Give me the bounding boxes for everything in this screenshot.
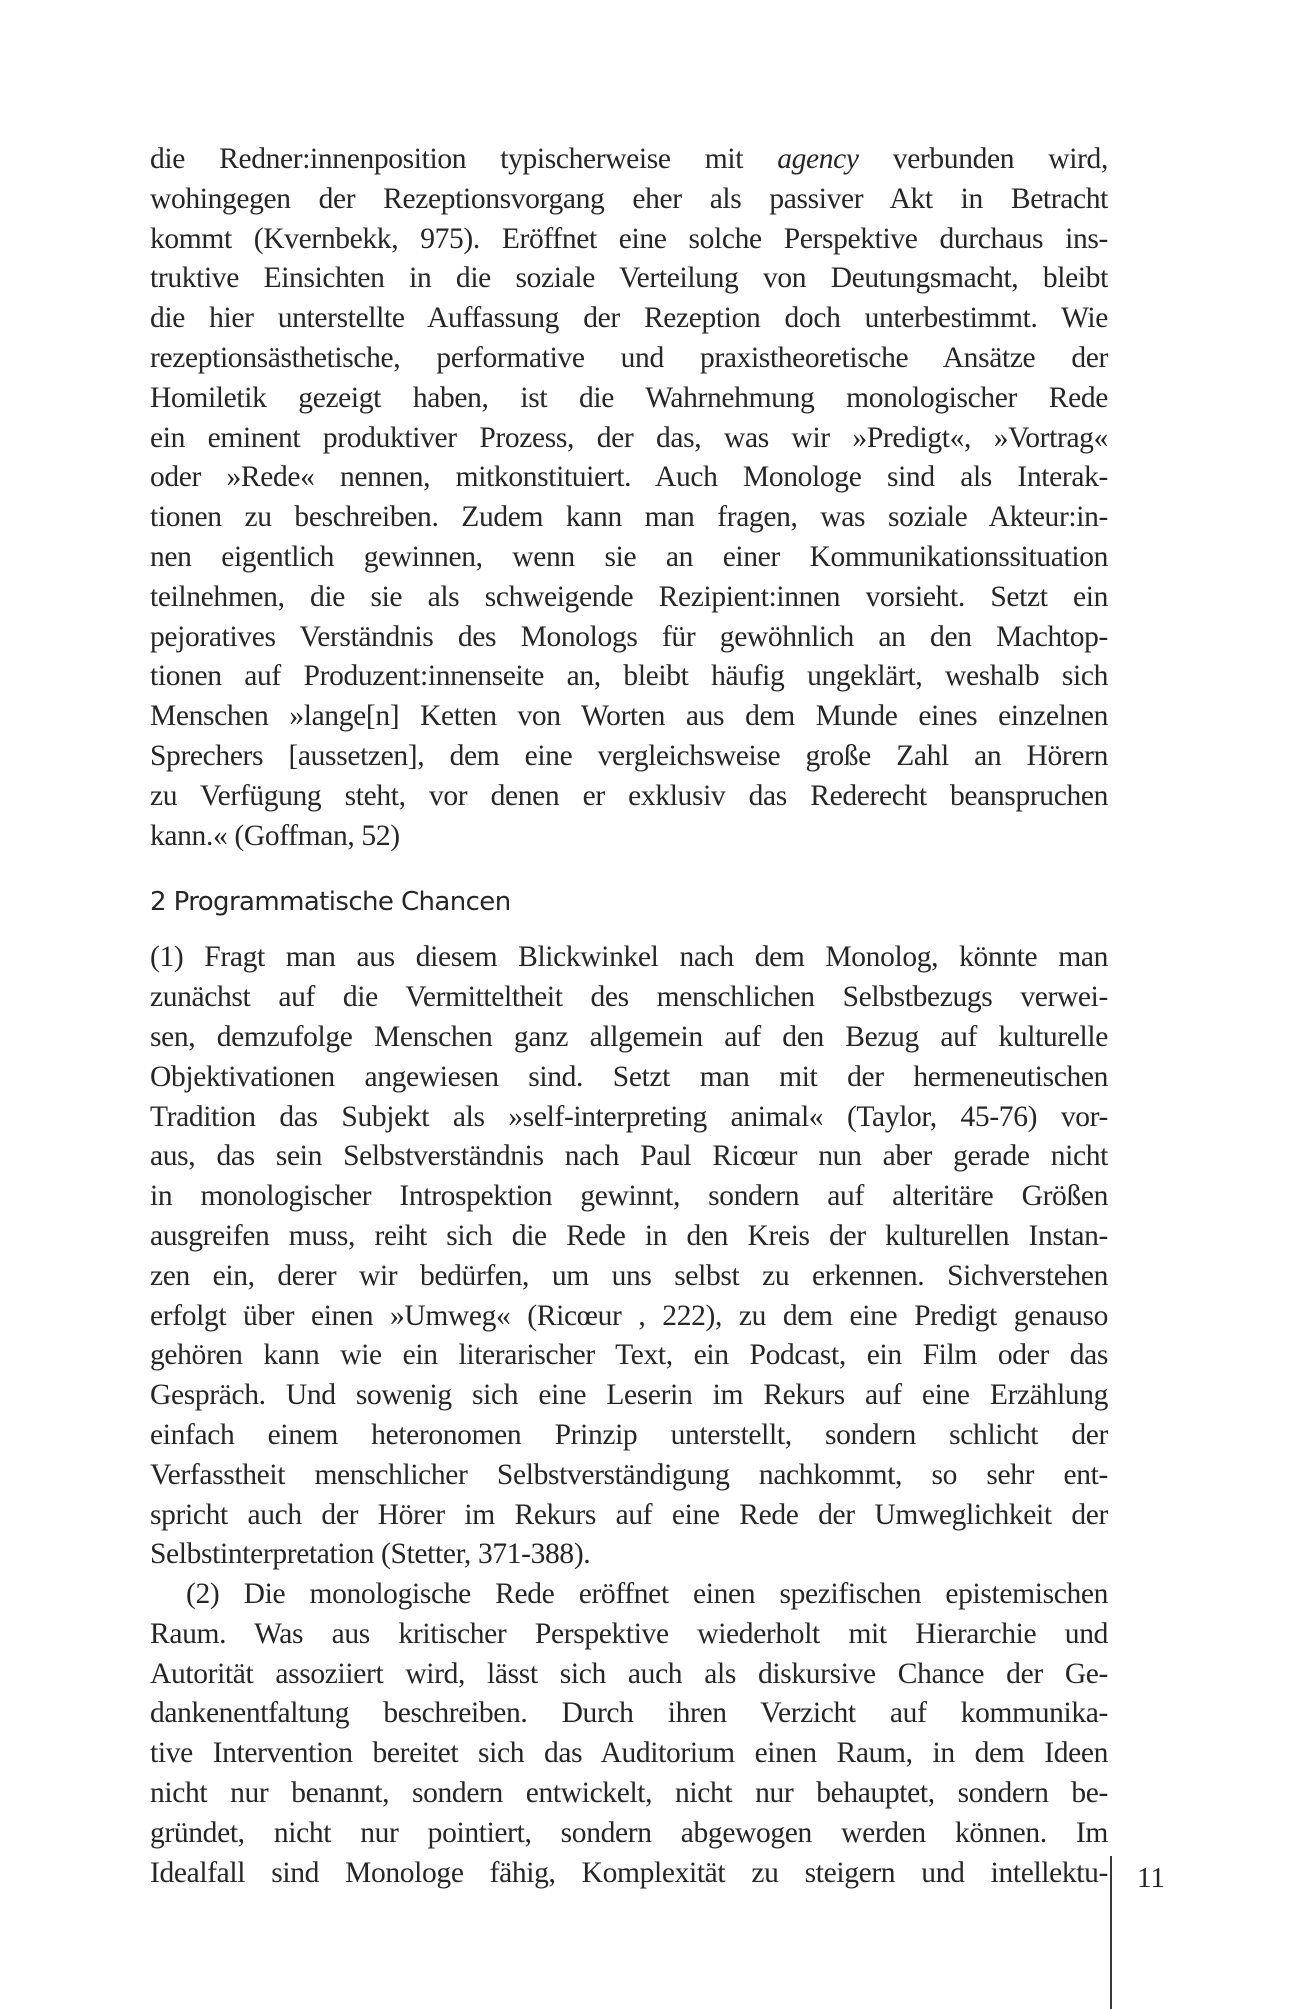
text-line: sen, demzufolge Menschen ganz allgemein auf den Bezug auf kulturelle xyxy=(150,1020,1108,1053)
text-line: tive Intervention bereitet sich das Auditorium einen Raum, in dem Ideen xyxy=(150,1737,1108,1770)
text-line: (2) Die monologische Rede eröffnet einen spezifischen epistemischen xyxy=(186,1578,1108,1611)
text-line: Objektivationen angewiesen sind. Setzt man mit der hermeneutischen xyxy=(150,1060,1108,1093)
text-line: oder »Rede« nennen, mitkonstituiert. Auch Monologe sind als Interak- xyxy=(150,461,1108,494)
text-line: tionen auf Produzent:innenseite an, bleibt häufig ungeklärt, weshalb sich xyxy=(150,660,1108,693)
text-line: zunächst auf die Vermitteltheit des menschlichen Selbstbezugs verwei- xyxy=(150,981,1108,1014)
text-line: Menschen »lange[n] Ketten von Worten aus dem Munde eines einzelnen xyxy=(150,700,1108,733)
text-line: die Redner:innenposition typischerweise mit agency verbunden wird, xyxy=(150,143,1108,175)
text-line: einfach einem heteronomen Prinzip unterstellt, sondern schlicht der xyxy=(150,1418,1108,1451)
text-line: in monologischer Introspektion gewinnt, sondern auf alteritäre Größen xyxy=(150,1180,1108,1213)
text-line: Sprechers [aussetzen], dem eine vergleichsweise große Zahl an Hörern xyxy=(150,739,1108,772)
text-line: Selbstinterpretation (Stetter, 371-388). xyxy=(150,1538,591,1571)
text-line: nen eigentlich gewinnen, wenn sie an einer Kommunikationssituation xyxy=(150,540,1108,573)
text-line: truktive Einsichten in die soziale Verteilung von Deutungsmacht, bleibt xyxy=(150,262,1108,295)
text-line: ausgreifen muss, reiht sich die Rede in den Kreis der kulturellen Instan- xyxy=(150,1219,1108,1252)
text-line: wohingegen der Rezeptionsvorgang eher als passiver Akt in Betracht xyxy=(150,182,1108,215)
italic-term: agency xyxy=(777,143,859,175)
text-line: zen ein, derer wir bedürfen, um uns selbst zu erkennen. Sichverstehen xyxy=(150,1259,1108,1292)
text-line: ein eminent produktiver Prozess, der das, was wir »Predigt«, »Vortrag« xyxy=(150,421,1108,454)
text-line: rezeptionsästhetische, performative und praxistheoretische Ansätze der xyxy=(150,341,1108,374)
text-line: tionen zu beschreiben. Zudem kann man fragen, was soziale Akteur:in- xyxy=(150,501,1108,534)
text-line: Raum. Was aus kritischer Perspektive wiederholt mit Hierarchie und xyxy=(150,1617,1108,1650)
text-line: dankenentfaltung beschreiben. Durch ihren Verzicht auf kommunika- xyxy=(150,1697,1108,1730)
text-line: Homiletik gezeigt haben, ist die Wahrnehmung monologischer Rede xyxy=(150,381,1108,414)
text-line: Verfasstheit menschlicher Selbstverständigung nachkommt, so sehr ent- xyxy=(150,1458,1108,1491)
page-number-rule xyxy=(1110,1856,1112,2009)
text-line: Idealfall sind Monologe fähig, Komplexität zu steigern und intellektu- xyxy=(150,1856,1108,1889)
text-line: die hier unterstellte Auffassung der Rezeption doch unterbestimmt. Wie xyxy=(150,302,1108,335)
text-line: spricht auch der Hörer im Rekurs auf eine Rede der Umweglichkeit der xyxy=(150,1498,1108,1531)
paragraph-2 xyxy=(150,938,1108,1575)
text-line: Tradition das Subjekt als »self-interpreting animal« (Taylor, 45-76) vor- xyxy=(150,1100,1108,1133)
text-line: zu Verfügung steht, vor denen er exklusiv das Rederecht beanspruchen xyxy=(150,779,1108,812)
text-line: teilnehmen, die sie als schweigende Rezipient:innen vorsieht. Setzt ein xyxy=(150,580,1108,613)
paragraph-1 xyxy=(150,140,1108,856)
text-line: gehören kann wie ein literarischer Text, ein Podcast, ein Film oder das xyxy=(150,1339,1108,1372)
page-number: 11 xyxy=(1137,1862,1165,1894)
page-body xyxy=(150,140,1108,1893)
text-line: (1) Fragt man aus diesem Blickwinkel nach dem Monolog, könnte man xyxy=(150,941,1108,974)
text-line: Autorität assoziiert wird, lässt sich auch als diskursive Chance der Ge- xyxy=(150,1657,1108,1690)
paragraph-3 xyxy=(150,1575,1108,1893)
text-line: kommt (Kvernbekk, 975). Eröffnet eine solche Perspektive durchaus ins- xyxy=(150,222,1108,255)
text-line: pejoratives Verständnis des Monologs für gewöhnlich an den Machtop- xyxy=(150,620,1108,653)
text-line: Gespräch. Und sowenig sich eine Leserin im Rekurs auf eine Erzählung xyxy=(150,1379,1108,1412)
section-heading: 2 Programmatische Chancen xyxy=(150,887,511,918)
text-line: kann.« (Goffman, 52) xyxy=(150,819,400,852)
text-line: aus, das sein Selbstverständnis nach Paul Ricœur nun aber gerade nicht xyxy=(150,1140,1108,1173)
text-line: nicht nur benannt, sondern entwickelt, nicht nur behauptet, sondern be- xyxy=(150,1777,1108,1810)
text-line: gründet, nicht nur pointiert, sondern abgewogen werden können. Im xyxy=(150,1816,1108,1849)
text-line: erfolgt über einen »Umweg« (Ricœur , 222), zu dem eine Predigt genauso xyxy=(150,1299,1108,1332)
